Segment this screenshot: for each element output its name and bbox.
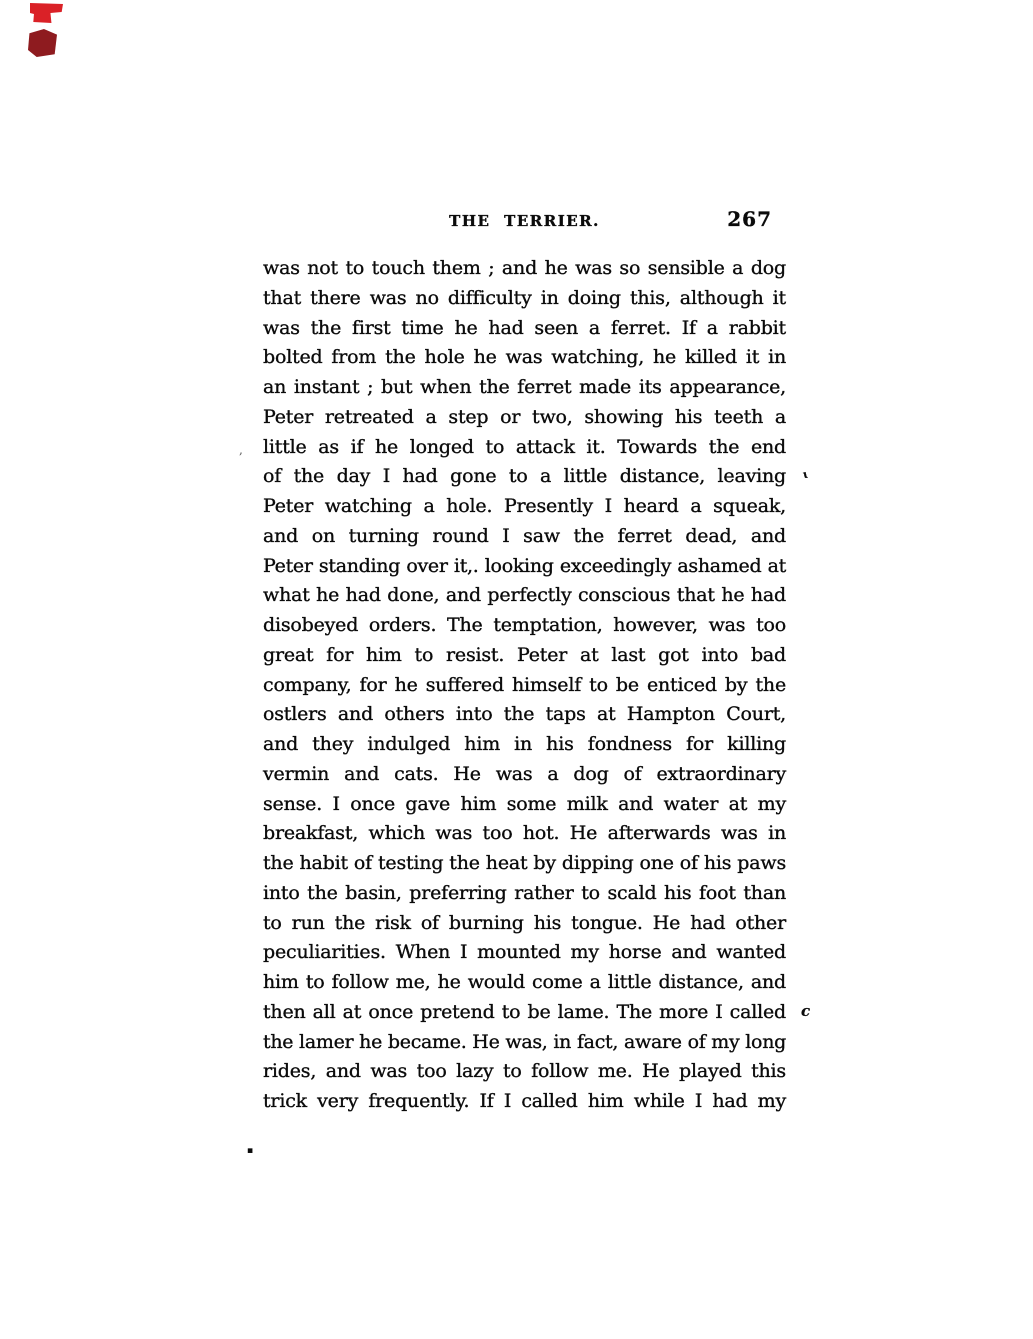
text-line: breakfast, which was too hot. He afterwards was in xyxy=(263,822,786,845)
running-head xyxy=(263,207,786,237)
page-number: 267 xyxy=(727,207,772,231)
text-line: into the basin, preferring rather to scald his foot than xyxy=(263,881,786,904)
text-line: an instant ; but when the ferret made its appearance, xyxy=(263,376,786,398)
text-line: him to follow me, he would come a little distance, and xyxy=(263,971,786,993)
text-line: the habit of testing the heat by dipping one of his paws xyxy=(263,852,786,874)
red-stamp-lower xyxy=(28,29,57,57)
text-line: disobeyed orders. The temptation, however, was too xyxy=(263,614,786,636)
text-line: great for him to resist. Peter at last got into bad xyxy=(263,643,786,666)
ink-speck-left-margin: , xyxy=(239,443,243,457)
running-head-title: THE TERRIER. xyxy=(449,212,600,230)
text-line: Peter retreated a step or two, showing his teeth a xyxy=(263,405,786,428)
text-line: vermin and cats. He was a dog of extraordinary xyxy=(263,762,786,785)
text-line: the lamer he became. He was, in fact, aware of my long xyxy=(263,1030,786,1053)
text-line: little as if he longed to attack it. Towards the end xyxy=(263,435,786,458)
text-line: rides, and was too lazy to follow me. He played this xyxy=(263,1060,786,1083)
text-line: company, for he suffered himself to be enticed by the xyxy=(263,673,786,696)
red-stamp-upper xyxy=(30,3,63,23)
text-line: Peter watching a hole. Presently I heard a squeak, xyxy=(263,495,786,517)
text-line: that there was no difficulty in doing this, although it xyxy=(263,286,786,309)
text-line: sense. I once gave him some milk and water at my xyxy=(263,792,786,815)
text-line: and they indulged him in his fondness for killing xyxy=(263,733,786,755)
text-line: then all at once pretend to be lame. The more I called xyxy=(263,1000,786,1023)
text-line: bolted from the hole he was watching, he killed it in xyxy=(263,346,786,369)
body-text xyxy=(263,254,786,1117)
ink-mark-right-lower: c xyxy=(801,1002,811,1020)
ink-mark-right-upper: ɩ xyxy=(801,467,809,482)
text-line: of the day I had gone to a little distance, leaving xyxy=(263,465,786,488)
text-line: was not to touch them ; and he was so sensible a dog xyxy=(263,257,786,279)
text-line: to run the risk of burning his tongue. He had other xyxy=(263,911,786,934)
text-line: and on turning round I saw the ferret dead, and xyxy=(263,524,786,547)
text-line: was the first time he had seen a ferret. If a rabbit xyxy=(263,316,786,339)
text-line: ostlers and others into the taps at Hampton Court, xyxy=(263,703,786,726)
text-line: peculiarities. When I mounted my horse and wanted xyxy=(263,941,786,964)
text-line: what he had done, and perfectly conscious that he had xyxy=(263,584,786,607)
text-line: trick very frequently. If I called him while I had my xyxy=(263,1090,786,1112)
text-line: Peter standing over it,. looking exceedingly ashamed at xyxy=(263,554,786,577)
ink-speck-bottom-left: ▪ xyxy=(247,1146,254,1156)
